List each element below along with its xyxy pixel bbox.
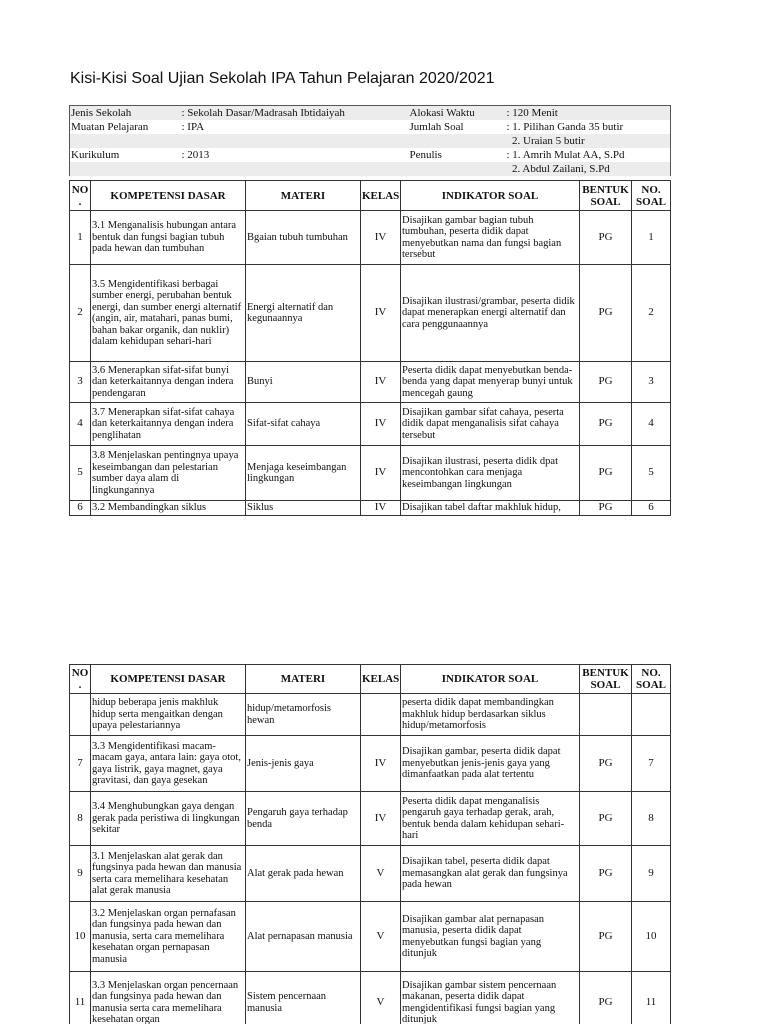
cell-materi: Alat gerak pada hewan [246, 846, 361, 902]
cell-no-soal: 3 [632, 362, 671, 403]
cell-kompetensi-dasar: 3.2 Menjelaskan organ pernafasan dan fungsinya pada hewan dan manusia, serta cara memelihara kesehatan organ pernapasan manusia [91, 902, 246, 972]
info-value: : 1. Amrih Mulat AA, S.Pd [506, 148, 671, 162]
info-label [409, 134, 506, 148]
header-no: NO . [70, 181, 91, 211]
cell-bentuk-soal [580, 694, 632, 736]
cell-kelas: IV [361, 403, 401, 446]
table-row [70, 736, 671, 792]
cell-no: 9 [70, 846, 91, 902]
cell-indikator: Disajikan tabel, peserta didik dapat memasangkan alat gerak dan fungsinya pada hewan [401, 846, 580, 902]
header-indikator: INDIKATOR SOAL [401, 665, 580, 694]
info-value: : IPA [181, 121, 205, 133]
info-row [70, 106, 671, 121]
table-row [70, 694, 671, 736]
table-row [70, 972, 671, 1024]
cell-indikator: Peserta didik dapat menyebutkan benda-benda yang dapat menyerap bunyi untuk mencegah gaung [401, 362, 580, 403]
cell-no-soal: 11 [632, 972, 671, 1024]
cell-indikator: Disajikan ilustrasi, peserta didik dpat mencontohkan cara menjaga keseimbangan lingkungan [401, 446, 580, 501]
cell-materi: Energi alternatif dan kegunaannya [246, 265, 361, 362]
cell-bentuk-soal: PG [580, 736, 632, 792]
cell-no-soal: 5 [632, 446, 671, 501]
cell-bentuk-soal: PG [580, 972, 632, 1024]
info-value: 2. Abdul Zailani, S.Pd [506, 162, 671, 176]
cell-bentuk-soal: PG [580, 403, 632, 446]
cell-kompetensi-dasar: 3.3 Menjelaskan organ pencernaan dan fungsinya pada hewan dan manusia serta cara memelihara kesehatan organ [91, 972, 246, 1024]
table-row [70, 446, 671, 501]
cell-materi: Sifat-sifat cahaya [246, 403, 361, 446]
cell-kompetensi-dasar: 3.6 Menerapkan sifat-sifat bunyi dan keterkaitannya dengan indera pendengaran [91, 362, 246, 403]
info-value: : Sekolah Dasar/Madrasah Ibtidaiyah [181, 106, 409, 121]
cell-bentuk-soal: PG [580, 446, 632, 501]
cell-indikator: Disajikan tabel daftar makhluk hidup, [401, 501, 580, 516]
table-row [70, 265, 671, 362]
info-label: Penulis [409, 149, 442, 161]
info-label: Jenis Sekolah [70, 106, 181, 121]
cell-kompetensi-dasar: 3.8 Menjelaskan pentingnya upaya keseimbangan dan pelestarian sumber daya alam di lingkungannya [91, 446, 246, 501]
table-row [70, 902, 671, 972]
cell-no: 11 [70, 972, 91, 1024]
cell-bentuk-soal: PG [580, 792, 632, 846]
cell-materi: hidup/metamorfosis hewan [246, 694, 361, 736]
info-value: : 2013 [181, 149, 210, 161]
info-value: : 1. Pilihan Ganda 35 butir [506, 120, 671, 134]
cell-bentuk-soal: PG [580, 265, 632, 362]
cell-kelas: IV [361, 446, 401, 501]
cell-no-soal: 8 [632, 792, 671, 846]
cell-kelas: IV [361, 736, 401, 792]
cell-indikator: Disajikan gambar bagian tubuh tumbuhan, peserta didik dapat menyebutkan nama dan fungsi bagian tersebut [401, 211, 580, 265]
cell-materi: Jenis-jenis gaya [246, 736, 361, 792]
cell-no-soal: 7 [632, 736, 671, 792]
cell-kelas: IV [361, 362, 401, 403]
info-value: : 120 Menit [506, 106, 671, 121]
cell-no: 8 [70, 792, 91, 846]
cell-kompetensi-dasar: 3.1 Menjelaskan alat gerak dan fungsinya pada hewan dan manusia serta cara memelihara kesehatan alat gerak manusia [91, 846, 246, 902]
cell-materi: Sistem pencernaan manusia [246, 972, 361, 1024]
cell-no-soal: 9 [632, 846, 671, 902]
table-row [70, 501, 671, 516]
cell-materi: Pengaruh gaya terhadap benda [246, 792, 361, 846]
cell-materi: Siklus [246, 501, 361, 516]
header-bentuk-soal: BENTUK SOAL [580, 181, 632, 211]
header-kompetensi-dasar: KOMPETENSI DASAR [91, 665, 246, 694]
info-table [69, 105, 671, 176]
table-row [70, 403, 671, 446]
table-row [70, 211, 671, 265]
cell-no-soal: 2 [632, 265, 671, 362]
cell-bentuk-soal: PG [580, 902, 632, 972]
cell-kelas: V [361, 846, 401, 902]
cell-indikator: Disajikan gambar, peserta didik dapat menyebutkan jenis-jenis gaya yang dimanfaatkan pada alat tertentu [401, 736, 580, 792]
cell-kelas [361, 694, 401, 736]
info-label: Alokasi Waktu [409, 106, 506, 121]
info-row [70, 162, 671, 176]
header-no-soal: NO. SOAL [632, 665, 671, 694]
cell-no: 3 [70, 362, 91, 403]
cell-kompetensi-dasar: 3.3 Mengidentifikasi macam-macam gaya, antara lain: gaya otot, gaya listrik, gaya magnet, gaya gravitasi, dan gaya gesekan [91, 736, 246, 792]
header-no-soal: NO. SOAL [632, 181, 671, 211]
cell-indikator: Disajikan gambar sistem pencernaan makanan, peserta didik dapat mengidentifikasi fungsi bagian yang ditunjuk [401, 972, 580, 1024]
info-label: Jumlah Soal [409, 121, 464, 133]
info-row [70, 134, 671, 148]
cell-no-soal: 6 [632, 501, 671, 516]
cell-kompetensi-dasar: 3.7 Menerapkan sifat-sifat cahaya dan keterkaitannya dengan indera penglihatan [91, 403, 246, 446]
table-row [70, 362, 671, 403]
cell-kompetensi-dasar: 3.5 Mengidentifikasi berbagai sumber energi, perubahan bentuk energi, dan sumber energi alternatif (angin, air, matahari, panas bumi, bahan bakar organik, dan nuklir) dalam kehidupan sehari-hari [91, 265, 246, 362]
cell-no: 6 [70, 501, 91, 516]
cell-kompetensi-dasar: 3.2 Membandingkan siklus [91, 501, 246, 516]
header-bentuk-soal: BENTUK SOAL [580, 665, 632, 694]
cell-bentuk-soal: PG [580, 362, 632, 403]
cell-kelas: IV [361, 501, 401, 516]
cell-no: 4 [70, 403, 91, 446]
cell-kelas: IV [361, 211, 401, 265]
info-value [181, 134, 409, 148]
info-label [70, 162, 181, 176]
info-label [409, 162, 506, 176]
table-header-row [70, 665, 671, 694]
cell-kompetensi-dasar: hidup beberapa jenis makhluk hidup serta mengaitkan dengan upaya pelestariannya [91, 694, 246, 736]
cell-bentuk-soal: PG [580, 846, 632, 902]
cell-indikator: peserta didik dapat membandingkan makhluk hidup berdasarkan siklus hidup/metamorfosis [401, 694, 580, 736]
cell-kelas: V [361, 902, 401, 972]
cell-no: 7 [70, 736, 91, 792]
cell-no-soal: 10 [632, 902, 671, 972]
cell-kompetensi-dasar: 3.4 Menghubungkan gaya dengan gerak pada peristiwa di lingkungan sekitar [91, 792, 246, 846]
info-row [70, 148, 671, 162]
kisi-table-page-1 [69, 180, 671, 516]
header-materi: MATERI [246, 181, 361, 211]
table-header-row [70, 181, 671, 211]
info-value [181, 162, 409, 176]
cell-indikator: Disajikan gambar sifat cahaya, peserta didik dapat menganalisis sifat cahaya tersebut [401, 403, 580, 446]
header-no: NO . [70, 665, 91, 694]
table-row [70, 792, 671, 846]
kisi-table-page-2 [69, 664, 671, 1024]
cell-no: 5 [70, 446, 91, 501]
header-kelas: KELAS [361, 181, 401, 211]
cell-materi: Alat pernapasan manusia [246, 902, 361, 972]
header-materi: MATERI [246, 665, 361, 694]
cell-materi: Bgaian tubuh tumbuhan [246, 211, 361, 265]
cell-kelas: IV [361, 265, 401, 362]
info-label: Muatan Pelajaran [70, 120, 181, 134]
cell-bentuk-soal: PG [580, 501, 632, 516]
cell-no: 2 [70, 265, 91, 362]
header-kelas: KELAS [361, 665, 401, 694]
cell-bentuk-soal: PG [580, 211, 632, 265]
cell-materi: Bunyi [246, 362, 361, 403]
cell-no: 1 [70, 211, 91, 265]
cell-no-soal: 1 [632, 211, 671, 265]
cell-kelas: IV [361, 792, 401, 846]
info-row [70, 120, 671, 134]
header-indikator: INDIKATOR SOAL [401, 181, 580, 211]
cell-no: 10 [70, 902, 91, 972]
page-title: Kisi-Kisi Soal Ujian Sekolah IPA Tahun Pelajaran 2020/2021 [70, 70, 495, 87]
header-kompetensi-dasar: KOMPETENSI DASAR [91, 181, 246, 211]
cell-kelas: V [361, 972, 401, 1024]
info-value: 2. Uraian 5 butir [506, 134, 671, 148]
cell-no-soal [632, 694, 671, 736]
cell-no [70, 694, 91, 736]
cell-indikator: Disajikan gambar alat pernapasan manusia, peserta didik dapat menyebutkan fungsi bagian yang ditunjuk [401, 902, 580, 972]
cell-materi: Menjaga keseimbangan lingkungan [246, 446, 361, 501]
cell-no-soal: 4 [632, 403, 671, 446]
cell-indikator: Peserta didik dapat menganalisis pengaruh gaya terhadap gerak, arah, bentuk benda dalam kehidupan sehari-hari [401, 792, 580, 846]
info-label [70, 134, 181, 148]
table-row [70, 846, 671, 902]
cell-indikator: Disajikan ilustrasi/grambar, peserta didik dapat menerapkan energi alternatif dan cara penggunaannya [401, 265, 580, 362]
info-label: Kurikulum [70, 148, 181, 162]
cell-kompetensi-dasar: 3.1 Menganalisis hubungan antara bentuk dan fungsi bagian tubuh pada hewan dan tumbuhan [91, 211, 246, 265]
